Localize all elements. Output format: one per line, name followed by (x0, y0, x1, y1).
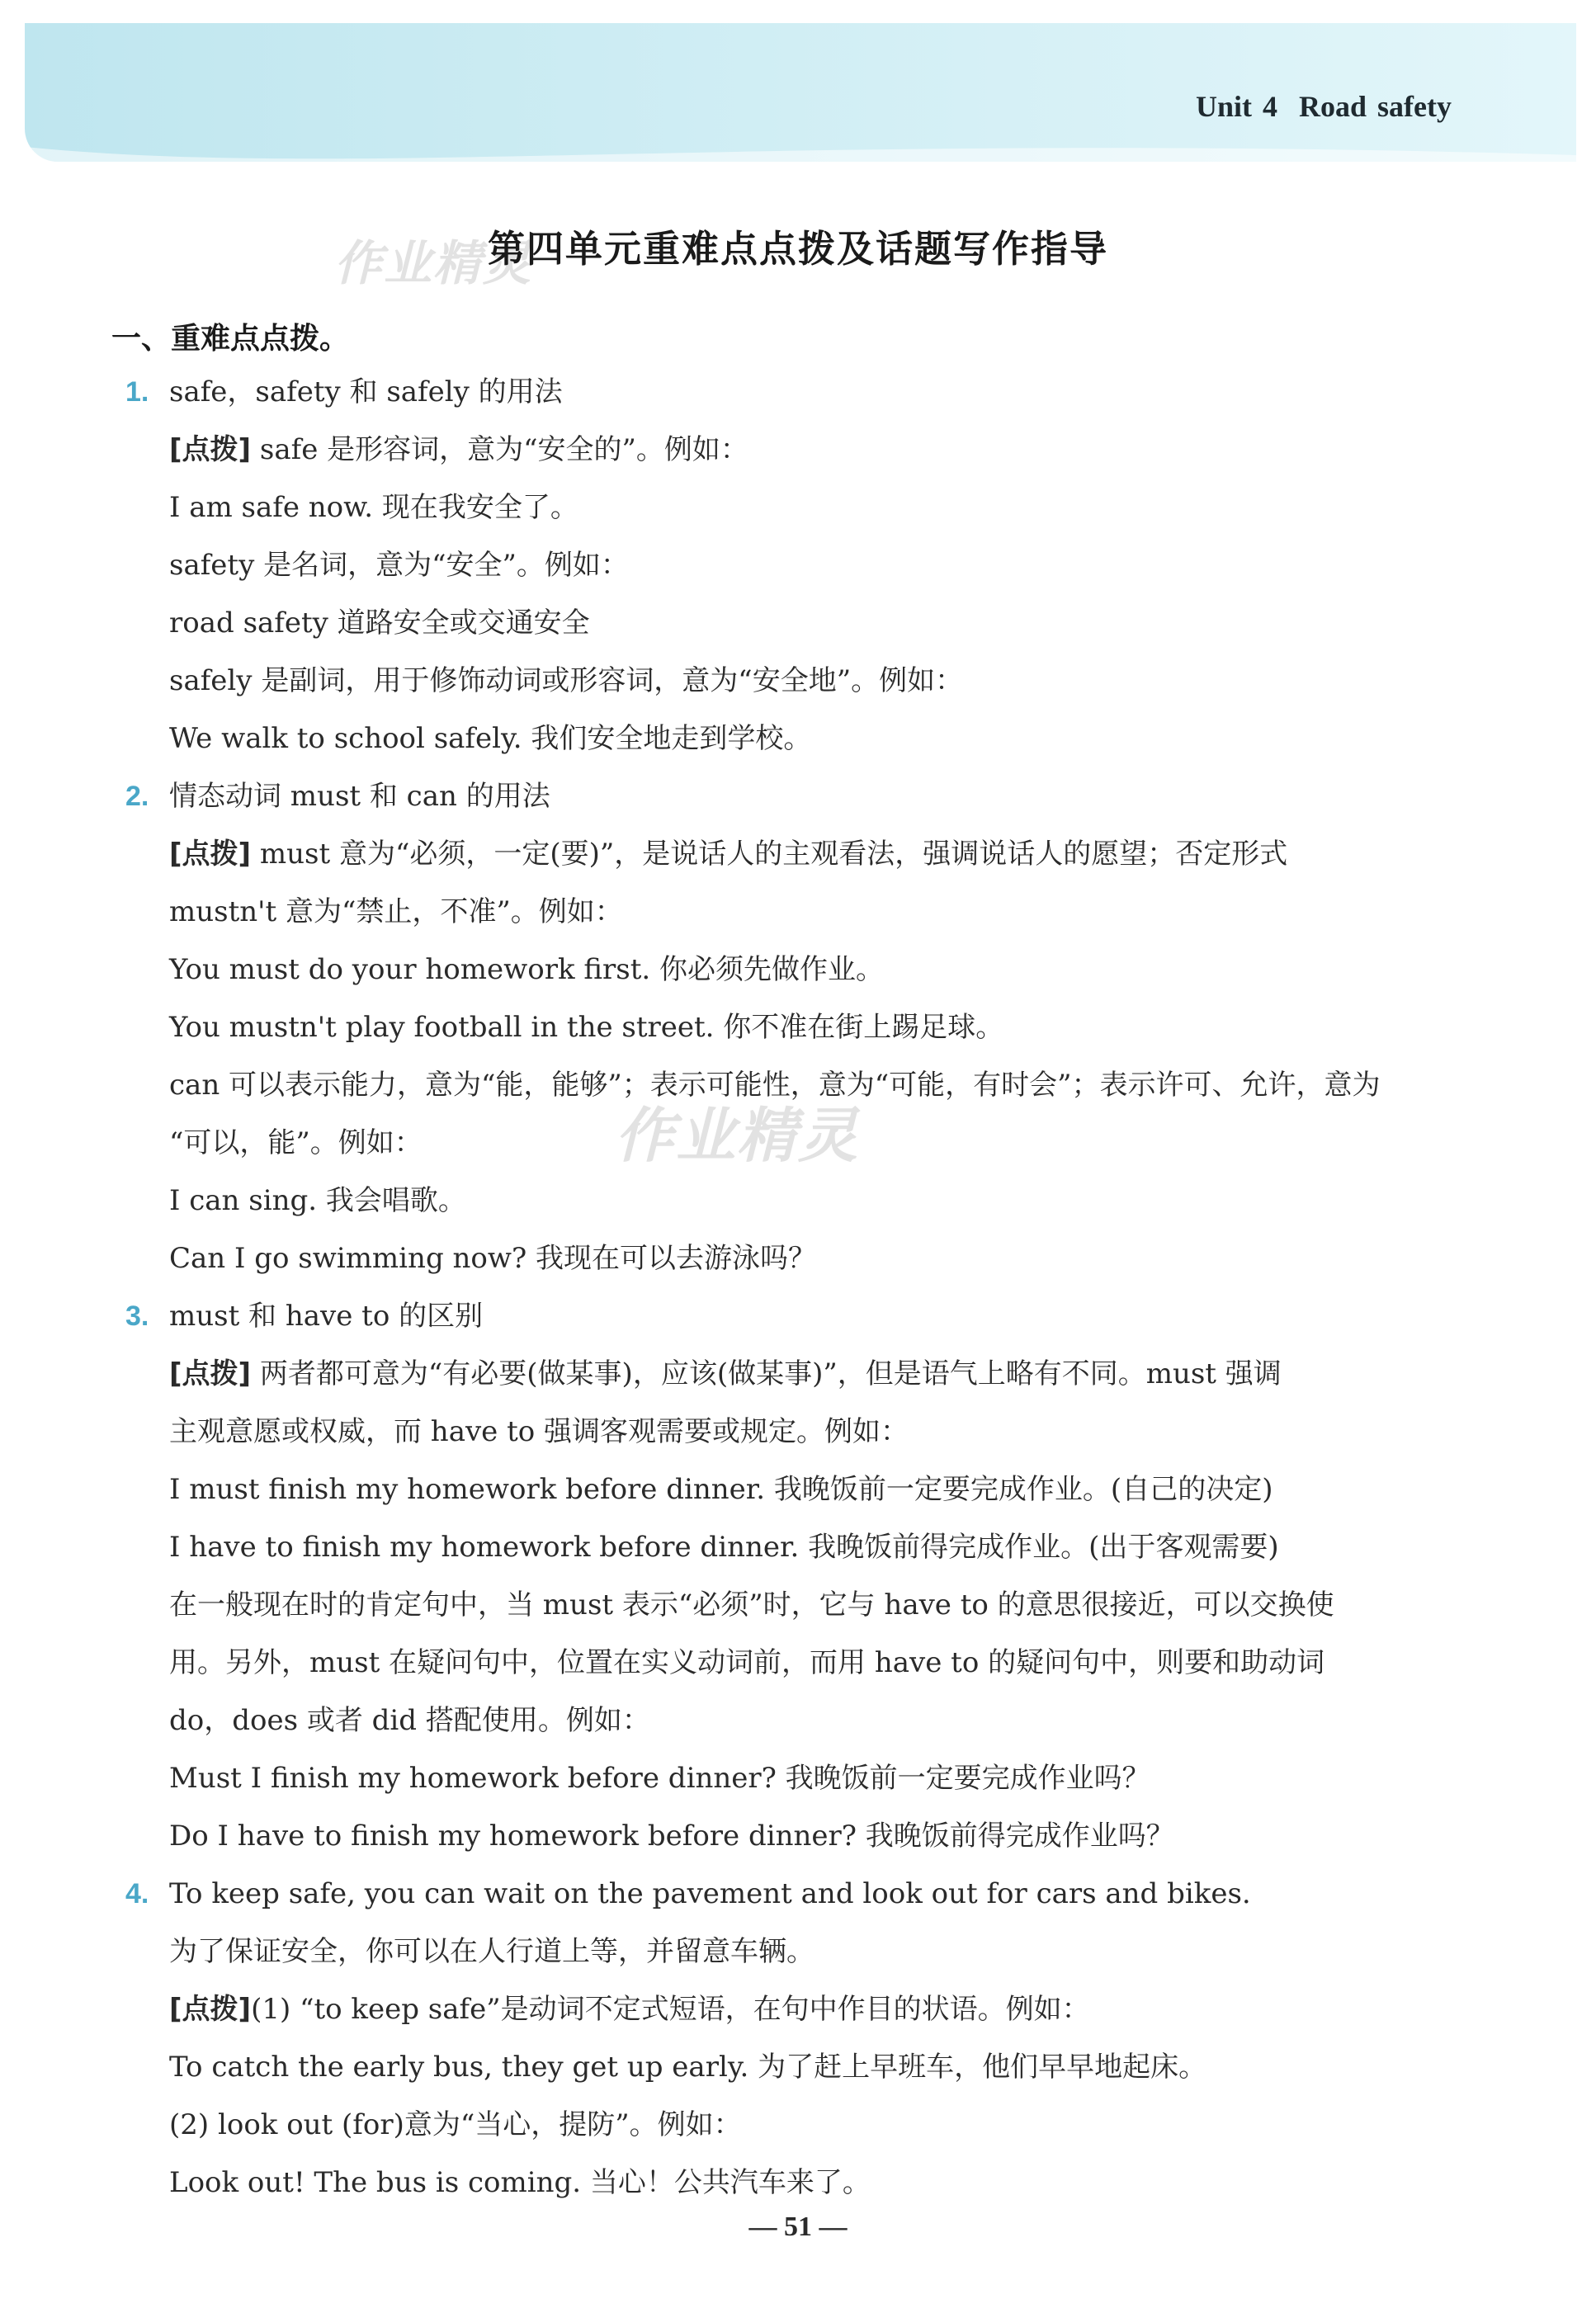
item-number: 3. (125, 1300, 149, 1332)
watermark: 作业精灵 (334, 235, 533, 291)
unit-label: Unit 4 (1196, 90, 1278, 123)
text-line: You must do your homework first. 你必须先做作业。 (169, 953, 885, 986)
item-heading: safe，safety 和 safely 的用法 (169, 375, 563, 408)
text-line: 在一般现在时的肯定句中，当 must 表示“必须”时，它与 have to 的意思很接近，可以交换使 (169, 1588, 1334, 1621)
text-line: I must finish my homework before dinner. 我晚饭前一定要完成作业。(自己的决定) (169, 1473, 1273, 1506)
text-line: safety 是名词，意为“安全”。例如： (169, 549, 629, 582)
note-line: [点拨](1) “to keep safe”是动词不定式短语，在句中作目的状语。例如： (169, 1993, 1090, 2026)
page-title: 第四单元重难点点拨及话题写作指导 (487, 227, 1108, 271)
text-line: 为了保证安全，你可以在人行道上等，并留意车辆。 (169, 1935, 815, 1968)
item-number: 1. (125, 376, 149, 408)
item-number: 2. (125, 781, 149, 812)
header-wave-decoration (25, 122, 1576, 172)
section-heading: 一、重难点点拨。 (111, 322, 350, 356)
text-line: I can sing. 我会唱歌。 (169, 1184, 466, 1217)
unit-header (1196, 89, 1452, 124)
text-line: mustn't 意为“禁止，不准”。例如： (169, 895, 623, 928)
unit-topic: Road safety (1299, 90, 1452, 123)
note-tag: 点拨 (182, 1357, 238, 1390)
text-line: We walk to school safely. 我们安全地走到学校。 (169, 722, 812, 755)
note-line: [点拨] safe 是形容词，意为“安全的”。例如： (169, 433, 748, 466)
watermark: 作业精灵 (615, 1101, 860, 1170)
text-line: Look out! The bus is coming. 当心！公共汽车来了。 (169, 2166, 871, 2199)
text-line: can 可以表示能力，意为“能，能够”；表示可能性，意为“可能，有时会”；表示许可、允许，意为 (169, 1069, 1381, 1102)
note-line: [点拨] 两者都可意为“有必要(做某事)，应该(做某事)”，但是语气上略有不同。must 强调 (169, 1357, 1282, 1390)
note-line: [点拨] must 意为“必须，一定(要)”，是说话人的主观看法，强调说话人的愿望；否定形式 (169, 838, 1288, 871)
note-tag: 点拨 (182, 1993, 238, 2026)
text-line: 用。另外，must 在疑问句中，位置在实义动词前，而用 have to 的疑问句中，则要和助动词 (169, 1646, 1325, 1679)
text-line: 主观意愿或权威，而 have to 强调客观需要或规定。例如： (169, 1415, 909, 1448)
item-heading: 情态动词 must 和 can 的用法 (169, 780, 550, 813)
note-tag: 点拨 (182, 838, 238, 871)
text-line: “可以，能”。例如： (169, 1126, 423, 1159)
text-line: Must I finish my homework before dinner? 我晚饭前一定要完成作业吗？ (169, 1762, 1150, 1795)
page-number: — 51 — (748, 2212, 848, 2242)
text-line: I am safe now. 现在我安全了。 (169, 491, 578, 524)
item-heading: To keep safe, you can wait on the pavement and look out for cars and bikes. (169, 1877, 1251, 1910)
item-number: 4. (125, 1878, 149, 1909)
text-line: Do I have to finish my homework before dinner? 我晚饭前得完成作业吗？ (169, 1820, 1174, 1853)
text-line: To catch the early bus, they get up early. 为了赶上早班车，他们早早地起床。 (169, 2051, 1207, 2084)
item-heading: must 和 have to 的区别 (169, 1300, 484, 1333)
text-line: You mustn't play football in the street. 你不准在街上踢足球。 (169, 1011, 1004, 1044)
text-line: I have to finish my homework before dinner. 我晚饭前得完成作业。(出于客观需要) (169, 1531, 1279, 1564)
text-line: (2) look out (for)意为“当心，提防”。例如： (169, 2108, 742, 2141)
text-line: Can I go swimming now? 我现在可以去游泳吗？ (169, 1242, 817, 1275)
text-line: do，does 或者 did 搭配使用。例如： (169, 1704, 650, 1737)
text-line: safely 是副词，用于修饰动词或形容词，意为“安全地”。例如： (169, 664, 964, 697)
text-line: road safety 道路安全或交通安全 (169, 607, 590, 640)
note-tag: 点拨 (182, 433, 238, 466)
